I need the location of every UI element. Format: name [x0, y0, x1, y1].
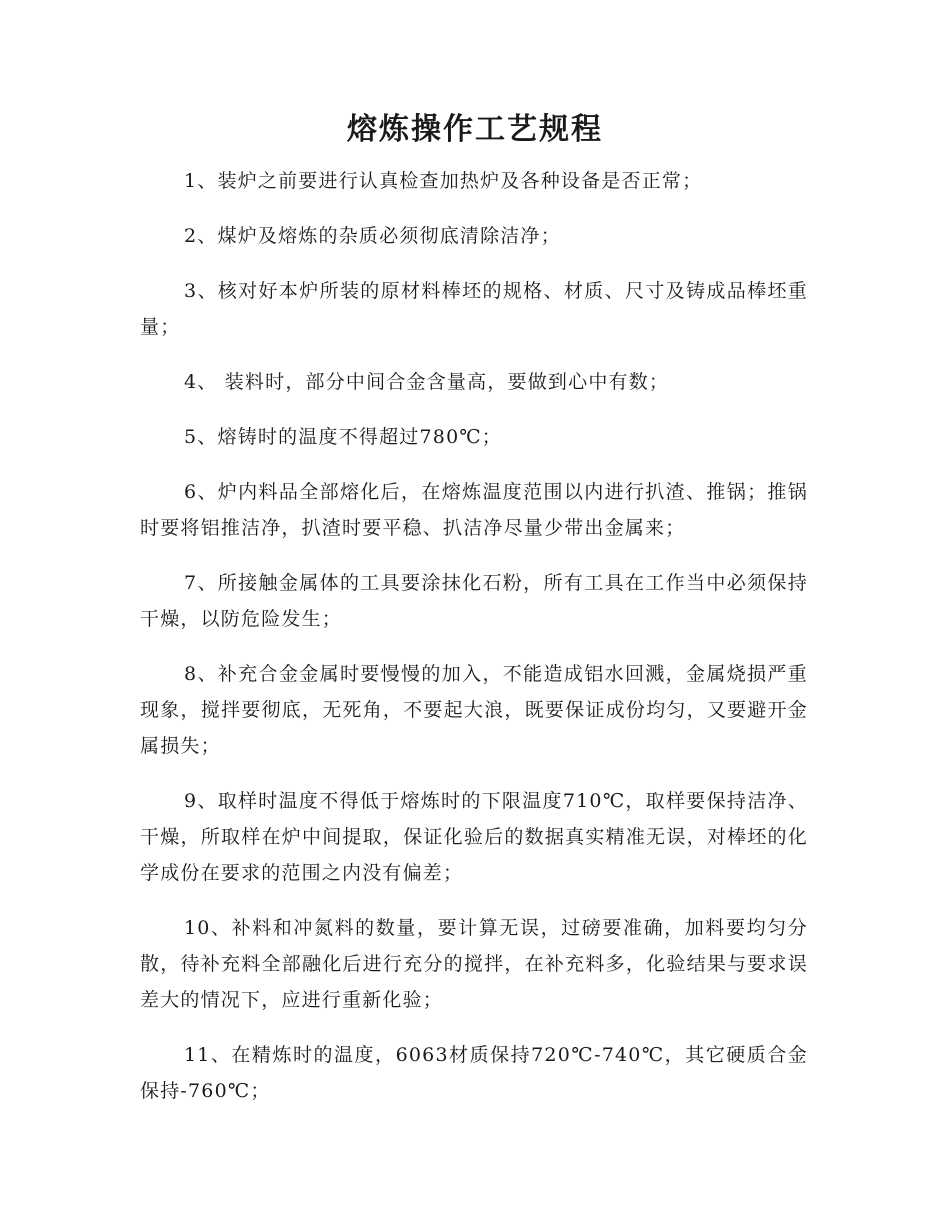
- document-body: [140, 163, 808, 1128]
- procedure-item-3: 3、核对好本炉所装的原材料棒坯的规格、材质、尺寸及铸成品棒坯重量；: [140, 280, 808, 338]
- procedure-item-5: 5、熔铸时的温度不得超过780℃；: [184, 426, 503, 448]
- procedure-item-4: 4、 装料时，部分中间合金含量高，要做到心中有数；: [184, 371, 670, 393]
- procedure-item-8: 8、补充合金金属时要慢慢的加入，不能造成铝水回溅，金属烧损严重现象，搅拌要彻底，无死角，不要起大浪，既要保证成份均匀，又要避开金属损失；: [140, 663, 808, 757]
- procedure-item-10: 10、补料和冲氮料的数量，要计算无误，过磅要准确，加料要均匀分散，待补充料全部融化后进行充分的搅拌，在补充料多，化验结果与要求误差大的情况下，应进行重新化验；: [140, 917, 808, 1011]
- procedure-item-7: 7、所接触金属体的工具要涂抹化石粉，所有工具在工作当中必须保持干燥，以防危险发生；: [140, 572, 808, 630]
- procedure-item-9: 9、取样时温度不得低于熔炼时的下限温度710℃，取样要保持洁净、干燥，所取样在炉中间提取，保证化验后的数据真实精准无误，对棒坯的化学成份在要求的范围之内没有偏差；: [140, 790, 808, 884]
- procedure-item-6: 6、炉内料品全部熔化后，在熔炼温度范围以内进行扒渣、推锅；推锅时要将铝推洁净，扒渣时要平稳、扒洁净尽量少带出金属来；: [140, 481, 808, 539]
- document-title: 熔炼操作工艺规程: [347, 112, 603, 147]
- procedure-item-2: 2、煤炉及熔炼的杂质必须彻底清除洁净；: [184, 225, 561, 247]
- procedure-item-1: 1、装炉之前要进行认真检查加热炉及各种设备是否正常；: [184, 170, 703, 192]
- procedure-item-11: 11、在精炼时的温度，6063材质保持720℃-740℃，其它硬质合金保持-760℃；: [140, 1044, 808, 1102]
